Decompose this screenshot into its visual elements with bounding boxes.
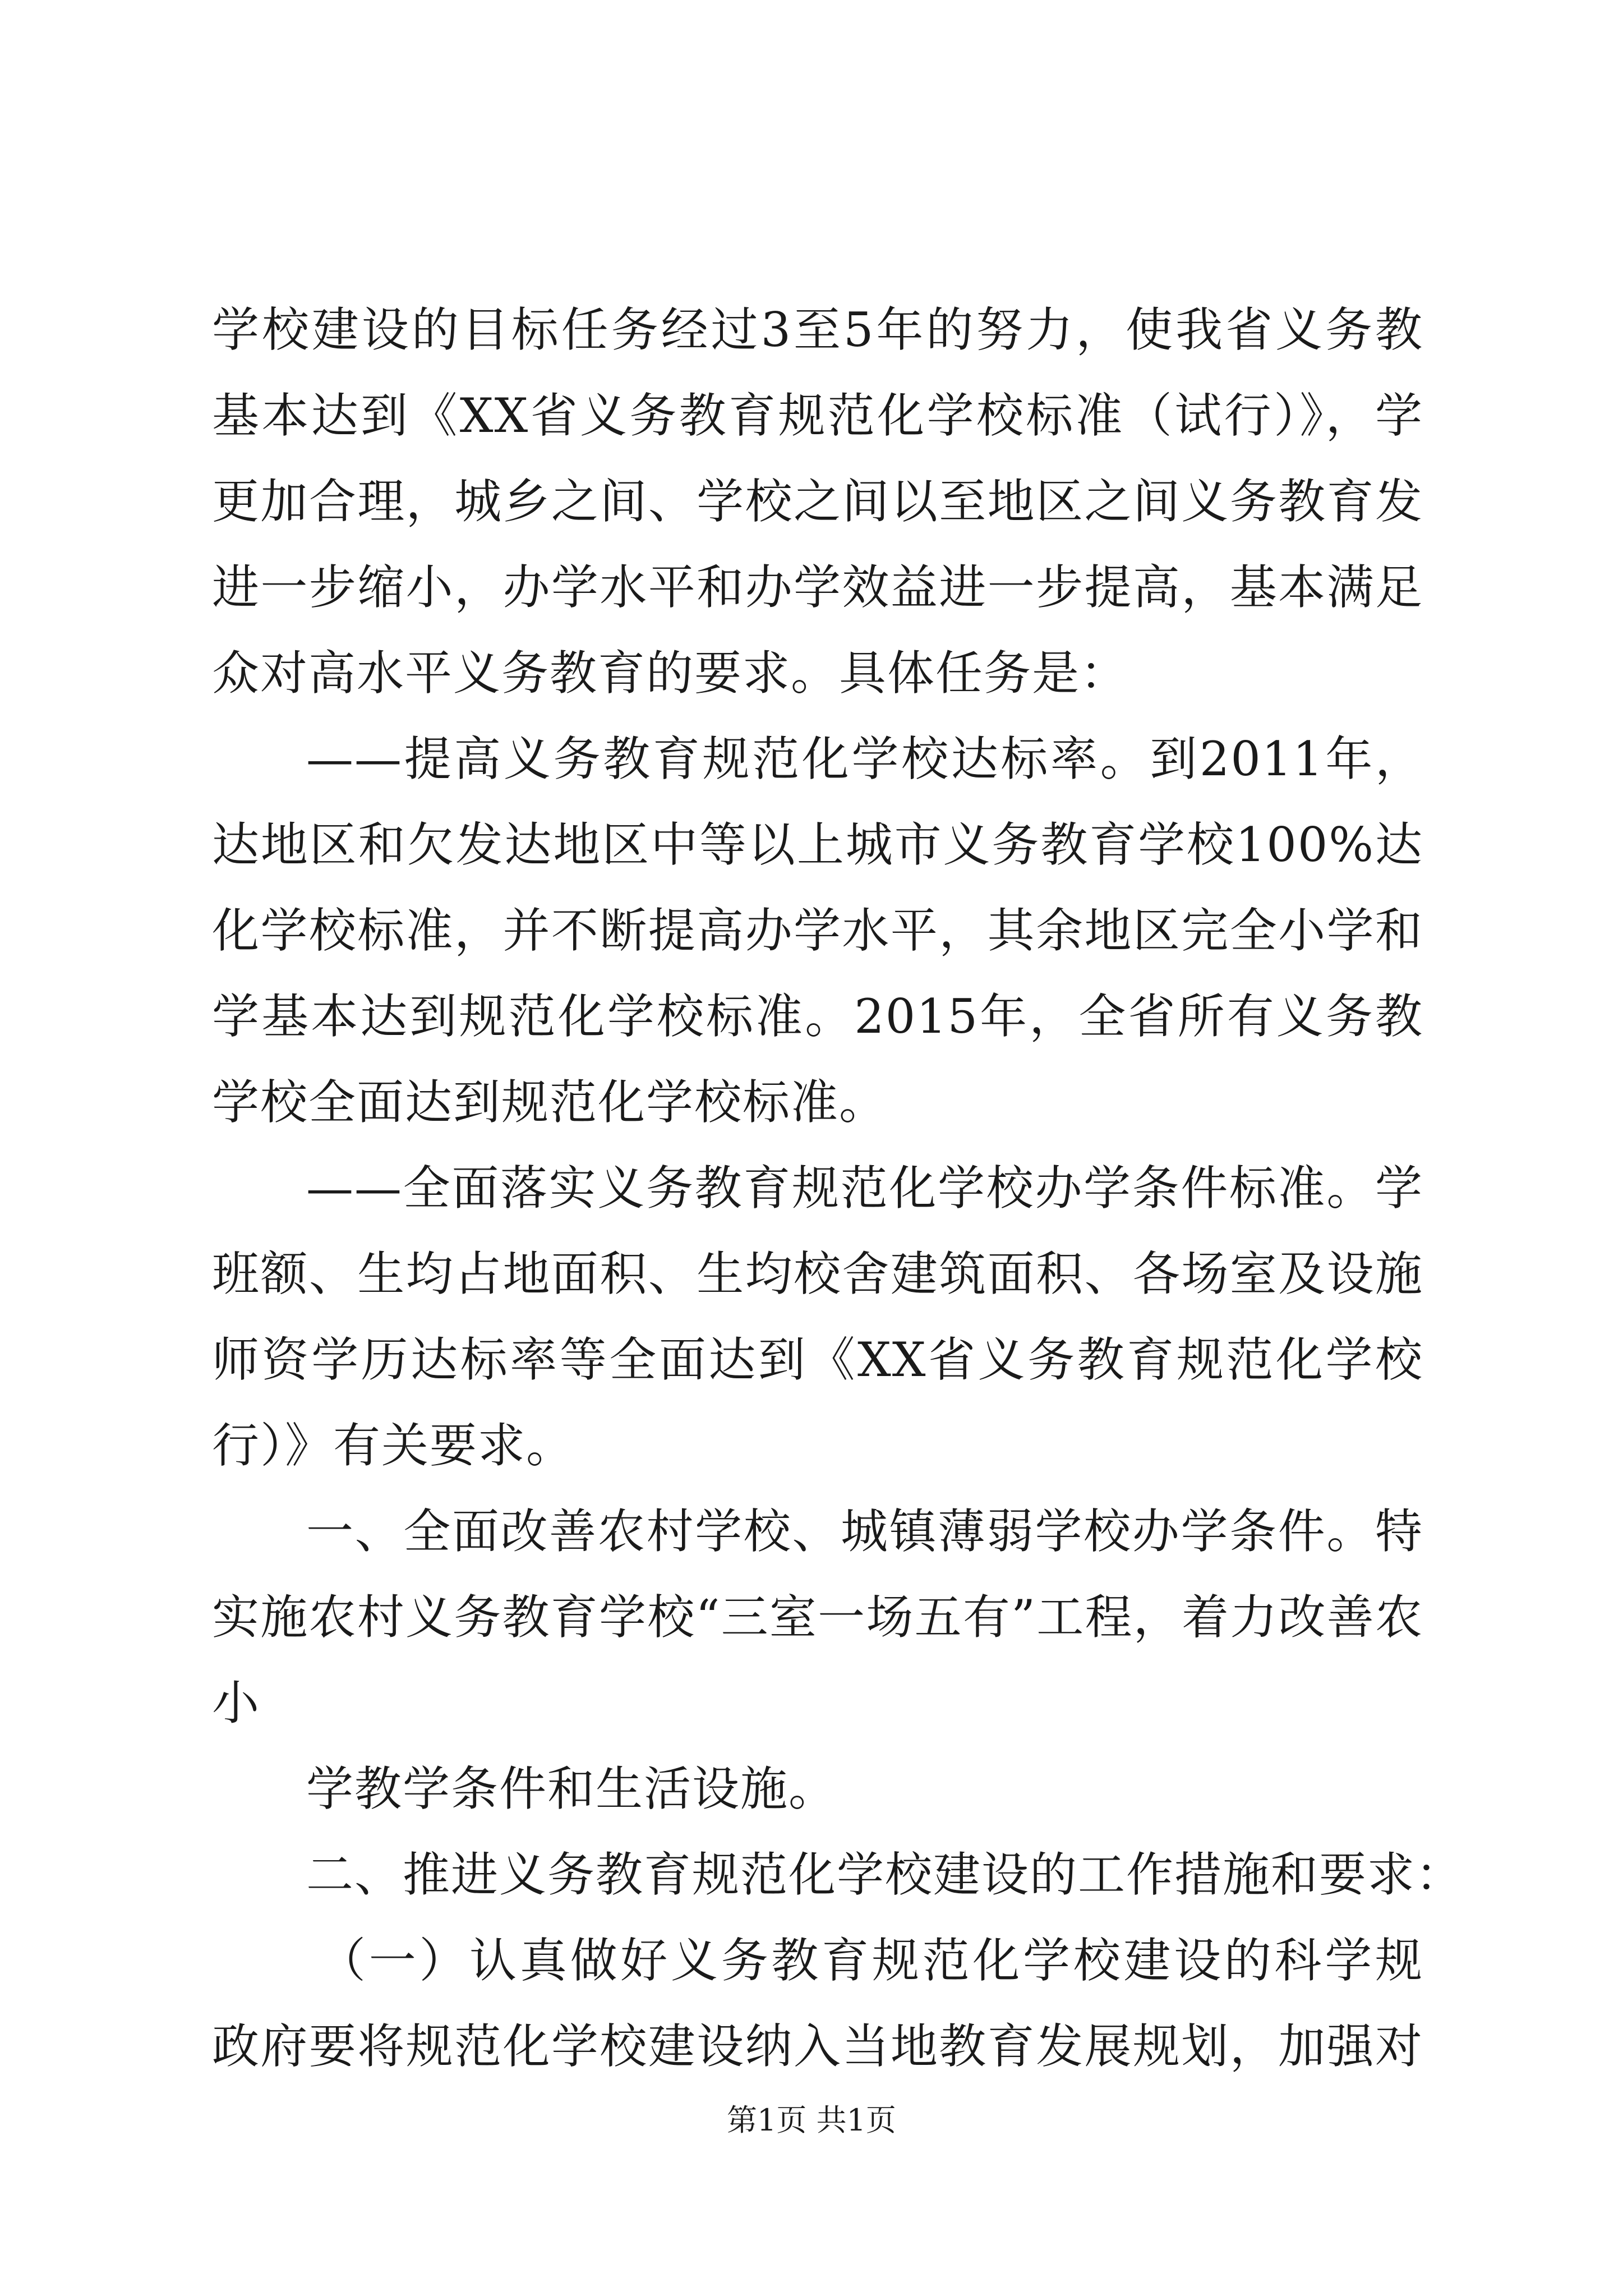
body-text-line: 化学校标准，并不断提高办学水平，其余地区完全小学和 [212, 903, 1423, 958]
body-text-line: 达地区和欠发达地区中等以上城市义务教育学校100%达 [212, 817, 1423, 872]
body-text-line: ——提高义务教育规范化学校达标率。到2011年， [306, 731, 1423, 786]
body-text-line: 进一步缩小，办学水平和办学效益进一步提高，基本满足 [212, 560, 1423, 615]
body-text-line: 学教学条件和生活设施。 [306, 1761, 837, 1816]
body-text-line: 学校建设的目标任务经过3至5年的努力，使我省义务教 [212, 302, 1423, 357]
body-text-line: 二、推进义务教育规范化学校建设的工作措施和要求： [306, 1847, 1464, 1902]
body-text-line: 实施农村义务教育学校“三室一场五有”工程，着力改善农 [212, 1590, 1423, 1645]
body-text-line: 学基本达到规范化学校标准。2015年，全省所有义务教 [212, 989, 1423, 1044]
body-text-line: （一）认真做好义务教育规范化学校建设的科学规 [319, 1933, 1423, 1988]
body-text-line: 众对高水平义务教育的要求。具体任务是： [212, 646, 1129, 701]
body-text-line: 更加合理，城乡之间、学校之间以至地区之间义务教育发 [212, 474, 1423, 529]
body-text-line: 小 [212, 1676, 261, 1731]
body-text-line: 学校全面达到规范化学校标准。 [212, 1075, 888, 1130]
body-text-line: 一、全面改善农村学校、城镇薄弱学校办学条件。特 [306, 1504, 1423, 1559]
body-text-line: 基本达到《XX省义务教育规范化学校标准（试行）》，学 [212, 388, 1423, 443]
page-footer: 第1页 共1页 [727, 2102, 896, 2138]
body-text-line: 行）》有关要求。 [212, 1418, 575, 1473]
body-text-line: 班额、生均占地面积、生均校舍建筑面积、各场室及设施 [212, 1246, 1423, 1301]
body-text-line: ——全面落实义务教育规范化学校办学条件标准。学 [306, 1161, 1423, 1216]
body-text-line: 师资学历达标率等全面达到《XX省义务教育规范化学校 [212, 1332, 1423, 1387]
body-text-line: 政府要将规范化学校建设纳入当地教育发展规划，加强对 [212, 2019, 1423, 2074]
